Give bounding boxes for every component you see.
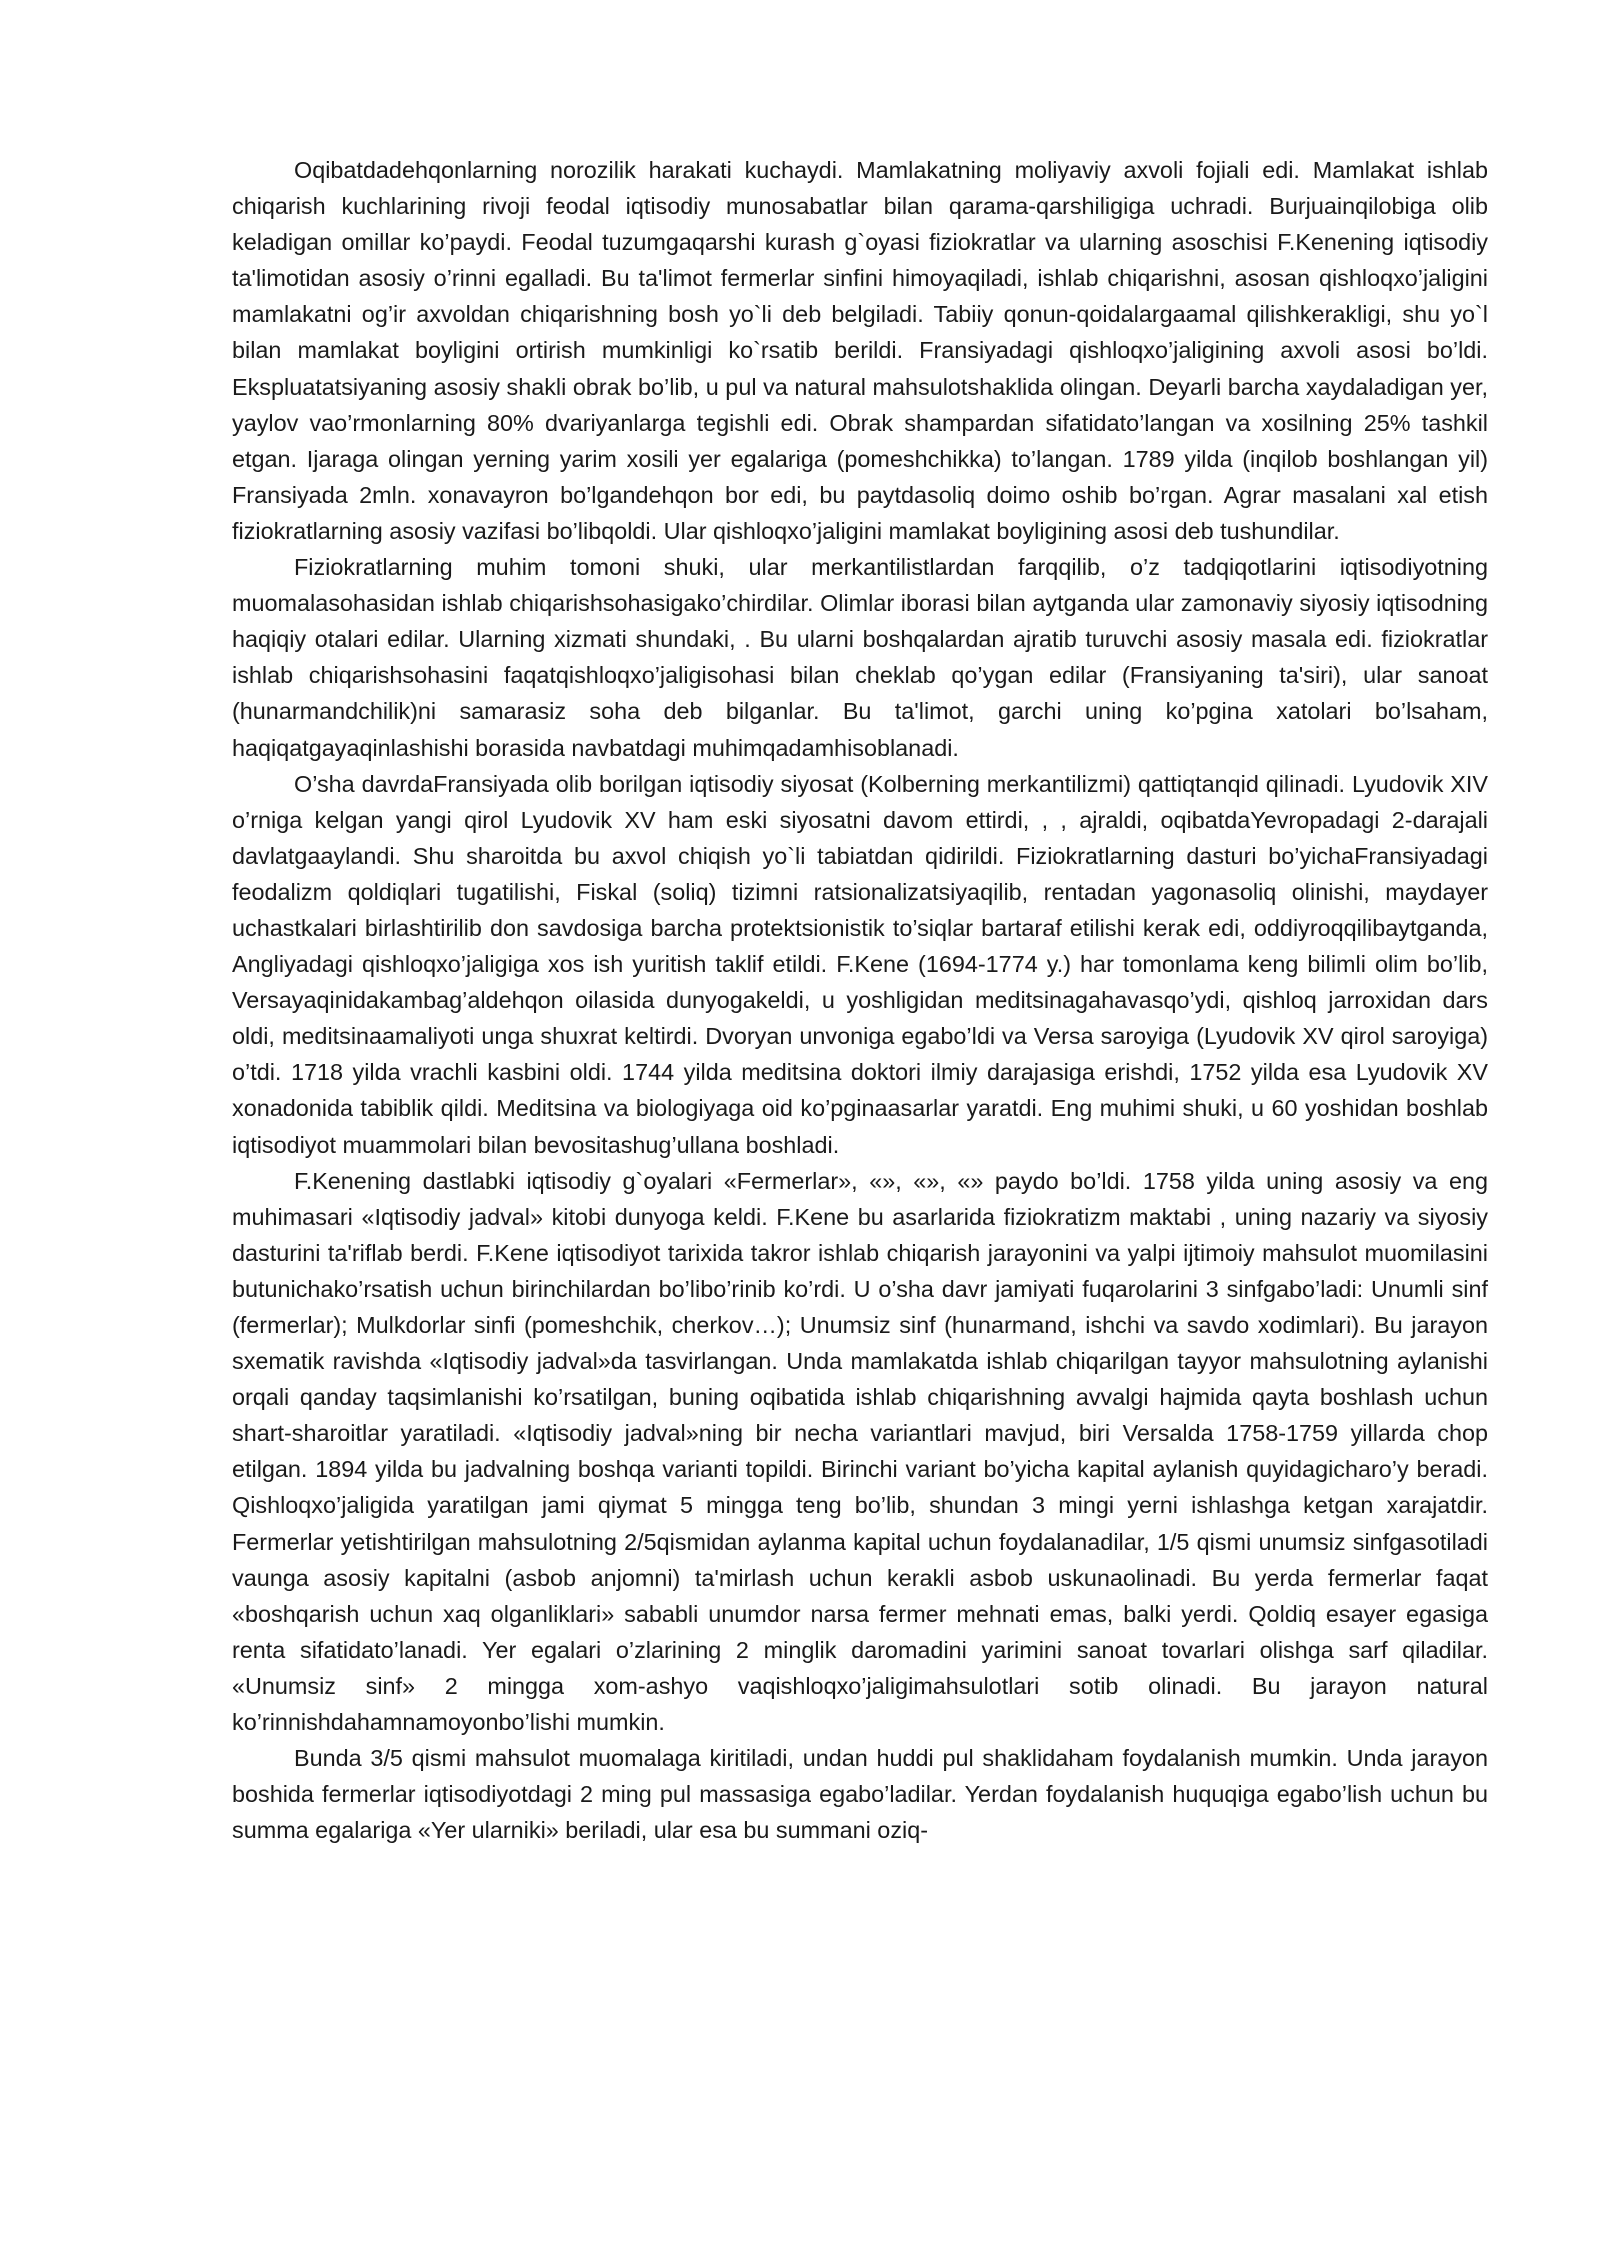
paragraph-2: Fiziokratlarning muhim tomoni shuki, ular merkantilistlardan farqqilib, o’z tadqiqotlarini iqtisodiyotning muomalasohasidan ishlab chiqarishsohasigako’chirdilar. Olimlar iborasi bilan aytganda ular zamonaviy siyosiy iqtisodning haqiqiy otalari edilar. Ularning xizmati shundaki, . Bu ularni boshqalardan ajratib turuvchi asosiy masala edi. fiziokratlar ishlab chiqarishsohasini faqatqishloqxo’jaligisohasi bilan cheklab qo’ygan edilar (Fransiyaning ta'siri), ular sanoat (hunarmandchilik)ni samarasiz soha deb bilganlar. Bu ta'limot, garchi uning ko’pgina xatolari bo’lsaham, haqiqatgayaqinlashishi borasida navbatdagi muhimqadamhisoblanadi. (232, 554, 1488, 761)
paragraph-3: O’sha davrdaFransiyada olib borilgan iqtisodiy siyosat (Kolberning merkantilizmi) qattiqtanqid qilinadi. Lyudovik XIV o’rniga kelgan yangi qirol Lyudovik XV ham eski siyosatni davom ettirdi, , , ajraldi, oqibatdaYevropadagi 2-darajali davlatgaaylandi. Shu sharoitda bu axvol chiqish yo`li tabiatdan qidirildi. Fiziokratlarning dasturi bo’yichaFransiyadagi feodalizm qoldiqlari tugatilishi, Fiskal (soliq) tizimni ratsionalizatsiyaqilib, rentadan yagonasoliq olinishi, maydayer uchastkalari birlashtirilib don savdosiga barcha protektsionistik to’siqlar bartaraf etilishi kerak edi, oddiyroqqilibaytganda, Angliyadagi qishloqxo’jaligiga xos ish yuritish taklif etildi. F.Kene (1694-1774 y.) har tomonlama keng bilimli olim bo’lib, Versayaqinidakambag’aldehqon oilasida dunyogakeldi, u yoshligidan meditsinagahavasqo’ydi, qishloq jarroxidan dars oldi, meditsinaamaliyoti unga shuxrat keltirdi. Dvoryan unvoniga egabo’ldi va Versa saroyiga (Lyudovik XV qirol saroyiga) o’tdi. 1718 yilda vrachli kasbini oldi. 1744 yilda meditsina doktori ilmiy darajasiga erishdi, 1752 yilda esa Lyudovik XV xonadonida tabiblik qildi. Meditsina va biologiyaga oid ko’pginaasarlar yaratdi. Eng muhimi shuki, u 60 yoshidan boshlab iqtisodiyot muammolari bilan bevositashug’ullana boshladi. (232, 770, 1488, 1158)
document-page (232, 152, 1488, 1848)
paragraph-1: Oqibatdadehqonlarning norozilik harakati kuchaydi. Mamlakatning moliyaviy axvoli fojiali edi. Mamlakat ishlab chiqarish kuchlarining rivoji feodal iqtisodiy munosabatlar bilan qarama-qarshiligiga uchradi. Burjuainqilobiga olib keladigan omillar ko’paydi. Feodal tuzumgaqarshi kurash g`oyasi fiziokratlar va ularning asoschisi F.Kenening iqtisodiy ta'limotidan asosiy o’rinni egalladi. Bu ta'limot fermerlar sinfini himoyaqiladi, ishlab chiqarishni, asosan qishloqxo’jaligini mamlakatni og’ir axvoldan chiqarishning bosh yo`li deb belgiladi. Tabiiy qonun-qoidalargaamal qilishkerakligi, shu yo`l bilan mamlakat boyligini ortirish mumkinligi ko`rsatib berildi. Fransiyadagi qishloqxo’jaligining axvoli asosi bo’ldi. Ekspluatatsiyaning asosiy shakli obrak bo’lib, u pul va natural mahsulotshaklida olingan. Deyarli barcha xaydaladigan yer, yaylov vao’rmonlarning 80% dvariyanlarga tegishli edi. Obrak shampardan sifatidato’langan va xosilning 25% tashkil etgan. Ijaraga olingan yerning yarim xosili yer egalariga (pomeshchikka) to’langan. 1789 yilda (inqilob boshlangan yil) Fransiyada 2mln. xonavayron bo’lgandehqon bor edi, bu paytdasoliq doimo oshib bo’rgan. Agrar masalani xal etish fiziokratlarning asosiy vazifasi bo’libqoldi. Ular qishloqxo’jaligini mamlakat boyligining asosi deb tushundilar. (232, 157, 1488, 544)
paragraph-5: Bunda 3/5 qismi mahsulot muomalaga kiritiladi, undan huddi pul shaklidaham foydalanish mumkin. Unda jarayon boshida fermerlar iqtisodiyotdagi 2 ming pul massasiga egabo’ladilar. Yerdan foydalanish huquqiga egabo’lish uchun bu summa egalariga «Yer ularniki» beriladi, ular esa bu summani oziq- (232, 1745, 1488, 1844)
paragraph-4: F.Kenening dastlabki iqtisodiy g`oyalari «Fermerlar», «», «», «» paydo bo’ldi. 1758 yilda uning asosiy va eng muhimasari «Iqtisodiy jadval» kitobi dunyoga keldi. F.Kene bu asarlarida fiziokratizm maktabi , uning nazariy va siyosiy dasturini ta'riflab berdi. F.Kene iqtisodiyot tarixida takror ishlab chiqarish jarayonini va yalpi ijtimoiy mahsulot muomilasini butunichako’rsatish uchun birinchilardan bo’libo’rinib ko’rdi. U o’sha davr jamiyati fuqarolarini 3 sinfgabo’ladi: Unumli sinf (fermerlar); Mulkdorlar sinfi (pomeshchik, cherkov…); Unumsiz sinf (hunarmand, ishchi va savdo xodimlari). Bu jarayon sxematik ravishda «Iqtisodiy jadval»da tasvirlangan. Unda mamlakatda ishlab chiqarilgan tayyor mahsulotning aylanishi orqali qanday taqsimlanishi ko’rsatilgan, buning oqibatida ishlab chiqarishning avvalgi hajmida qayta boshlash uchun shart-sharoitlar yaratiladi. «Iqtisodiy jadval»ning bir necha variantlari mavjud, biri Versalda 1758-1759 yillarda chop etilgan. 1894 yilda bu jadvalning boshqa varianti topildi. Birinchi variant bo’yicha kapital aylanish quyidagicharo’y beradi. Qishloqxo’jaligida yaratilgan jami qiymat 5 mingga teng bo’lib, shundan 3 mingi yerni ishlashga ketgan xarajatdir. Fermerlar yetishtirilgan mahsulotning 2/5qismidan aylanma kapital uchun foydalanadilar, 1/5 qismi unumsiz sinfgasotiladi vaunga asosiy kapitalni (asbob anjomni) ta'mirlash uchun kerakli asbob uskunaolinadi. Bu yerda fermerlar faqat «boshqarish uchun xaq olganliklari» sababli unumdor narsa fermer mehnati emas, balki yerdi. Qoldiq esayer egasiga renta sifatidato’lanadi. Yer egalari o’zlarining 2 minglik daromadini yarimini sanoat tovarlari olishga sarf qiladilar. «Unumsiz sinf» 2 mingga xom-ashyo vaqishloqxo’jaligimahsulotlari sotib olinadi. Bu jarayon natural ko’rinnishdahamnamoyonbo’lishi mumkin. (232, 1167, 1488, 1736)
